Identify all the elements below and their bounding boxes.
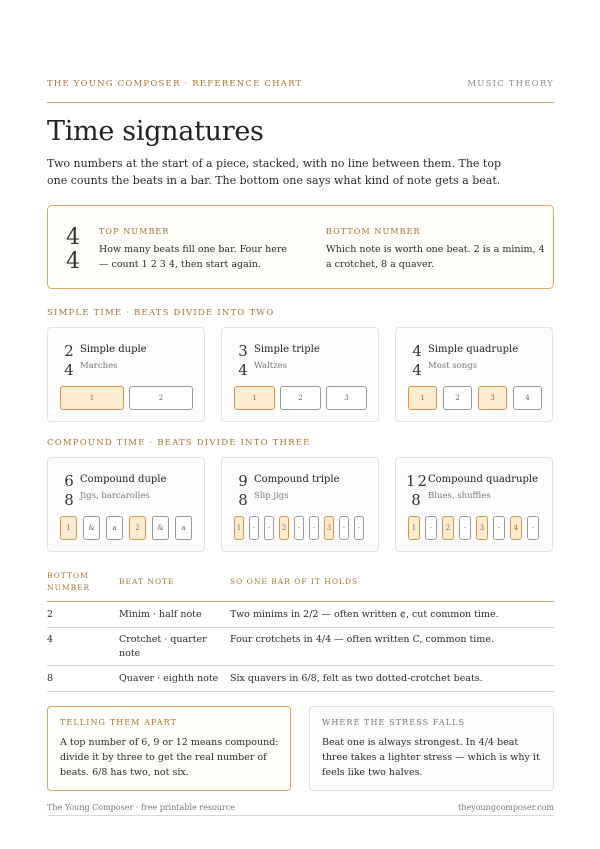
- meter-card: [221, 457, 379, 552]
- intro-paragraph: Two numbers at the start of a piece, stacked, with no line between them. The top one counts the beats in a bar. The bottom one says what kind of note gets a beat.: [47, 157, 501, 187]
- beat-box: 2: [280, 386, 321, 410]
- header-beat-note: BEAT NOTE: [119, 577, 175, 586]
- header-bottom-number: BOTTOM NUMBER: [47, 571, 91, 592]
- strong-beat-box: 2: [129, 516, 146, 540]
- beat-box: ·: [459, 516, 471, 540]
- meter-name: Compound duple: [80, 474, 167, 485]
- table-row: [47, 628, 554, 666]
- meter-bottom-number: 8: [411, 491, 423, 509]
- meter-top-number: 6: [64, 472, 74, 490]
- row-beat-note: Minim · half note: [119, 609, 202, 620]
- meter-example: Waltzes: [254, 361, 288, 371]
- meter-name: Simple duple: [80, 344, 147, 355]
- meter-card: [47, 457, 205, 552]
- beat-box: &: [83, 516, 100, 540]
- beat-box: 2: [129, 386, 193, 410]
- bottom-number-table: [47, 566, 554, 692]
- page-title: Time signatures: [47, 116, 264, 147]
- row-bar-holds: Six quavers in 6/8, felt as two dotted-crotchet beats.: [230, 673, 483, 684]
- top-number-text: How many beats fill one bar. Four here — count 1 2 3 4, then start again.: [99, 244, 287, 270]
- meter-name: Compound triple: [254, 474, 340, 485]
- strong-beat-box: 3: [476, 516, 488, 540]
- meter-bottom-number: 8: [64, 491, 74, 509]
- beat-box: ·: [527, 516, 539, 540]
- beat-box: &: [152, 516, 169, 540]
- telling-apart-note: [47, 706, 291, 791]
- beat-box: 2: [443, 386, 472, 410]
- meter-bottom-number: 8: [238, 491, 248, 509]
- beat-boxes: [234, 386, 367, 410]
- row-beat-note: Crotchet · quarter note: [119, 634, 207, 659]
- row-beat-note: Quaver · eighth note: [119, 673, 219, 684]
- meter-signature: [234, 342, 252, 380]
- top-number-heading: TOP NUMBER: [99, 227, 170, 236]
- meter-card: [395, 457, 553, 552]
- row-bar-holds: Four crotchets in 4/4 — often written C, common time.: [230, 634, 494, 645]
- meter-name: Compound quadruple: [428, 474, 538, 485]
- compound-time-label: COMPOUND TIME · BEATS DIVIDE INTO THREE: [47, 438, 311, 448]
- header-bar-holds: SO ONE BAR OF IT HOLDS: [230, 577, 359, 586]
- strong-beat-box: 2: [442, 516, 454, 540]
- top-bar: [47, 79, 554, 103]
- anatomy-box: [47, 205, 554, 289]
- bottom-number-heading: BOTTOM NUMBER: [326, 227, 421, 236]
- table-row: [47, 666, 554, 692]
- meter-signature: [234, 472, 252, 510]
- beat-box: ·: [309, 516, 319, 540]
- strong-beat-box: 3: [478, 386, 507, 410]
- table-header: [47, 566, 554, 602]
- strong-beat-box: 1: [234, 386, 275, 410]
- table-row: [47, 602, 554, 628]
- beat-boxes: [234, 516, 364, 540]
- meter-signature: [408, 342, 426, 380]
- beat-box: 3: [326, 386, 367, 410]
- meter-signature: [60, 342, 78, 380]
- meter-bottom-number: 4: [238, 361, 248, 379]
- meter-example: Blues, shuffles: [428, 491, 491, 501]
- stress-text: Beat one is always strongest. In 4/4 beat three takes a lighter stress — which is why it feels like two halves.: [322, 737, 540, 778]
- row-bottom-number: 8: [47, 673, 54, 684]
- meter-card: [221, 327, 379, 422]
- telling-apart-heading: TELLING THEM APART: [60, 718, 178, 727]
- meter-example: Slip jigs: [254, 491, 289, 501]
- beat-box: 4: [513, 386, 542, 410]
- beat-box: a: [175, 516, 192, 540]
- row-bar-holds: Two minims in 2/2 — often written ¢, cut common time.: [230, 609, 499, 620]
- meter-card: [47, 327, 205, 422]
- footer-rule: [47, 815, 554, 845]
- footer-resource: The Young Composer · free printable resource: [47, 803, 235, 812]
- beat-box: a: [106, 516, 123, 540]
- telling-apart-text: A top number of 6, 9 or 12 means compound: divide it by three to get the real number of beats. 6/8 has two, not six.: [60, 737, 279, 778]
- beat-boxes: [60, 386, 193, 410]
- top-number-explainer: [99, 227, 299, 272]
- signature-top-digit: 4: [66, 225, 80, 250]
- beat-box: ·: [294, 516, 304, 540]
- stress-heading: WHERE THE STRESS FALLS: [322, 718, 466, 727]
- beat-box: ·: [339, 516, 349, 540]
- meter-top-number: 4: [412, 342, 422, 360]
- row-bottom-number: 2: [47, 609, 54, 620]
- meter-top-number: 2: [64, 342, 74, 360]
- beat-boxes: [408, 516, 539, 540]
- beat-box: ·: [425, 516, 437, 540]
- strong-beat-box: 4: [510, 516, 522, 540]
- beat-box: ·: [249, 516, 259, 540]
- meter-top-number: 3: [238, 342, 248, 360]
- meter-example: Marches: [80, 361, 118, 371]
- strong-beat-box: 1: [60, 386, 124, 410]
- row-bottom-number: 4: [47, 634, 54, 645]
- beat-box: ·: [493, 516, 505, 540]
- meter-top-number: 9: [238, 472, 248, 490]
- brand-label: THE YOUNG COMPOSER · REFERENCE CHART: [47, 79, 303, 89]
- beat-box: ·: [264, 516, 274, 540]
- strong-beat-box: 1: [234, 516, 244, 540]
- simple-time-label: SIMPLE TIME · BEATS DIVIDE INTO TWO: [47, 308, 275, 318]
- meter-signature: [60, 472, 78, 510]
- beat-box: ·: [354, 516, 364, 540]
- bottom-number-explainer: [326, 227, 546, 272]
- example-signature: [66, 226, 80, 274]
- meter-top-number: 12: [406, 472, 430, 490]
- meter-name: Simple quadruple: [428, 344, 519, 355]
- meter-example: Most songs: [428, 361, 478, 371]
- stress-note: [309, 706, 554, 791]
- meter-bottom-number: 4: [412, 361, 422, 379]
- section-tag: MUSIC THEORY: [467, 79, 554, 89]
- meter-card: [395, 327, 553, 422]
- meter-example: Jigs, barcarolles: [80, 491, 150, 501]
- meter-name: Simple triple: [254, 344, 320, 355]
- strong-beat-box: 1: [408, 386, 437, 410]
- beat-boxes: [60, 516, 192, 540]
- strong-beat-box: 3: [324, 516, 334, 540]
- beat-boxes: [408, 386, 542, 410]
- strong-beat-box: 2: [279, 516, 289, 540]
- strong-beat-box: 1: [408, 516, 420, 540]
- reference-page: [47, 0, 554, 849]
- meter-signature: [406, 472, 428, 510]
- bottom-number-text: Which note is worth one beat. 2 is a minim, 4 a crotchet, 8 a quaver.: [326, 244, 545, 270]
- signature-bottom-digit: 4: [66, 249, 80, 274]
- strong-beat-box: 1: [60, 516, 77, 540]
- meter-bottom-number: 4: [64, 361, 74, 379]
- footer-website-link[interactable]: theyoungcomposer.com: [458, 803, 554, 812]
